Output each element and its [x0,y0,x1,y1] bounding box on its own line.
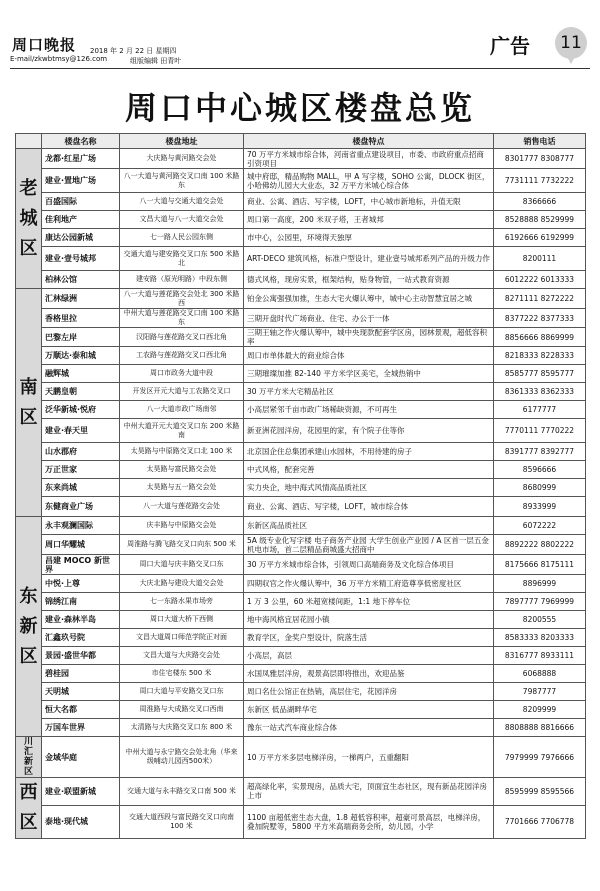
listing-features: 实力央企，地中海式风情高品质社区 [244,479,494,497]
listing-address: 周淮路与腾飞路交叉口向东 500 米 [120,535,244,555]
listing-features: 70 万平方米城市综合体，河南省重点建设项目，市委、市政府重点招商引资项目 [244,149,494,169]
listing-address: 太清路与大庆路交叉口东 800 米 [120,719,244,737]
listing-name: 万顺达·泰和城 [42,347,120,365]
table-row [16,401,586,419]
listing-address: 交通大道与永丰路交叉口南 500 米 [120,778,244,806]
listing-phone: 8596666 [494,461,586,479]
listing-address: 周口大道大桥下西侧 [120,611,244,629]
listing-features: 北京国企住总集团承建山水园林，不用待建的房子 [244,443,494,461]
listing-name: 锦绣江南 [42,593,120,611]
listing-phone: 7701666 7706778 [494,805,586,838]
table-row [16,719,586,737]
listing-phone: 8933999 [494,497,586,517]
listing-phone: 8316777 8933111 [494,647,586,665]
listing-phone: 6192666 6192999 [494,229,586,247]
listing-address: 七一路人民公园东侧 [120,229,244,247]
listing-phone: 8200555 [494,611,586,629]
listing-phone: 8808888 8816666 [494,719,586,737]
listing-name: 汇林绿洲 [42,289,120,309]
listing-features: 周口名仕公馆正在热销，高层住宅，花园洋房 [244,683,494,701]
region-label: 川 汇 新 区 [16,737,42,778]
listing-features: 周口市单体最大的商业综合体 [244,347,494,365]
listing-address: 八一大道与交通大道交会处 [120,193,244,211]
table-row [16,647,586,665]
region-label: 东 新 区 [16,517,42,737]
table-row [16,611,586,629]
listing-features: 30 万平方米大宅精品社区 [244,383,494,401]
listing-phone: 7731111 7732222 [494,169,586,193]
listing-address: 市住宅楼东 500 米 [120,665,244,683]
listing-name: 建业·春天里 [42,419,120,443]
listing-name: 建业·置地广场 [42,169,120,193]
listing-phone: 8585777 8595777 [494,365,586,383]
table-row [16,497,586,517]
listing-name: 万正世家 [42,461,120,479]
table-row [16,149,586,169]
listing-features: 中式风格，配套完善 [244,461,494,479]
listing-features: 新亚洲花园洋房，花园里的家，有个院子住等你 [244,419,494,443]
table-row [16,555,586,575]
table-row [16,535,586,555]
listing-features: 商业、公寓、酒店、写字楼，LOFT，城市综合体 [244,497,494,517]
listing-phone: 8175666 8175111 [494,555,586,575]
table-row [16,169,586,193]
listing-address: 八一大道与黄河路交叉口南 100 米路东 [120,169,244,193]
listing-phone: 8377222 8377333 [494,309,586,328]
table-header-row [16,134,586,149]
listing-features: 三期开盘时代广场商业、住宅、办公于一体 [244,309,494,328]
listing-address: 中州大道与莲花路交叉口南 100 米路东 [120,309,244,328]
listing-name: 景园·盛世华都 [42,647,120,665]
listing-name: 中悦·上尊 [42,575,120,593]
newspaper-logo: 周口晚报 [12,36,77,54]
table-row [16,211,586,229]
table-row [16,383,586,401]
listing-table [15,133,586,839]
header-address: 楼盘地址 [120,134,244,149]
listing-address: 文昌大道与大庆路交会处 [120,647,244,665]
table-row [16,443,586,461]
listing-features: 1 万 3 公里，60 米超宽楼间距，1:1 地下停车位 [244,593,494,611]
listing-phone: 8896999 [494,575,586,593]
listing-features: 超高绿化率，实景现房，品质大宅，顶面宜生态社区，现有新品花园洋房上市 [244,778,494,806]
listing-features: 5A 级专业化写字楼 电子商务产业园 大学生创业产业园 / A 区首一层五金机电市场，首二层精品商城盛大招商中 [244,535,494,555]
listing-features: 城中府邸，精品购物 MALL，甲 A 写字楼，SOHO 公寓，DLOCK 街区，小哈佛幼儿园大大业态，32 万平方米城心综合体 [244,169,494,193]
header-phone: 销售电话 [494,134,586,149]
editor-credit: 组版编辑 田青叶 [130,57,182,65]
listing-address: 太昊路与中原路交叉口北 100 米 [120,443,244,461]
listing-features: 三期璀璨加推 82-140 平方米学区美宅，全城热销中 [244,365,494,383]
listing-features: 四期収官之作火爆认筹中，36 万平方米精工府造尊享低密度社区 [244,575,494,593]
table-row [16,193,586,211]
listing-name: 香格里拉 [42,309,120,328]
listing-phone: 8856666 8869999 [494,328,586,347]
listing-name: 碧桂园 [42,665,120,683]
listing-name: 百盛国际 [42,193,120,211]
issue-date: 2018 年 2 月 22 日 星期四 [90,47,177,55]
listing-phone: 6072222 [494,517,586,535]
listing-address: 七一东路水果市场旁 [120,593,244,611]
listing-phone: 7897777 7969999 [494,593,586,611]
table-row [16,247,586,271]
listing-name: 巴黎左岸 [42,328,120,347]
listing-phone: 8271111 8272222 [494,289,586,309]
listing-name: 泰地·现代城 [42,805,120,838]
listing-phone: 8218333 8228333 [494,347,586,365]
listing-features: 市中心，公园里，环境得天独厚 [244,229,494,247]
listing-features: 德式风格，现房实景，框架结构，贴身物管，一站式教育资源 [244,271,494,289]
listing-phone: 7979999 7976666 [494,737,586,778]
listing-phone: 7770111 7770222 [494,419,586,443]
listing-features: 30 万平方米城市综合体，引领周口高端商务及文化综合体项目 [244,555,494,575]
listing-name: 龙都·红星广场 [42,149,120,169]
listing-phone: 8200111 [494,247,586,271]
listing-phone: 8209999 [494,701,586,719]
listing-features: 地中海风格宜居花园小镇 [244,611,494,629]
listing-address: 交通大道西段与富民路交叉口向南 100 米 [120,805,244,838]
listing-phone: 8892222 8802222 [494,535,586,555]
listing-address: 周口市政务大道中段 [120,365,244,383]
table-row [16,347,586,365]
table-row [16,805,586,838]
listing-phone: 7987777 [494,683,586,701]
listing-features: 商业、公寓、酒店、写字楼，LOFT，中心城市新地标，升值无限 [244,193,494,211]
region-label: 老 城 区 [16,149,42,289]
listing-address: 八一大道与莲花路交会处北 300 米路西 [120,289,244,309]
table-row [16,365,586,383]
header-region [16,134,42,149]
listing-features: 小高层紧邻千亩市政广场稀缺资源，不可再生 [244,401,494,419]
listing-address: 中州大道与永宁路交会处北角（华来级哺动儿园西500米） [120,737,244,778]
listing-address: 建安路（原光明路）中段东侧 [120,271,244,289]
listing-phone: 8595999 8595566 [494,778,586,806]
listing-phone: 8366666 [494,193,586,211]
listing-name: 恒大名都 [42,701,120,719]
listing-phone: 8301777 8308777 [494,149,586,169]
listing-name: 东来尚城 [42,479,120,497]
listing-features: 东新区 低品湖畔华宅 [244,701,494,719]
listing-address: 文昌大道周口师范学院正对面 [120,629,244,647]
header-name: 楼盘名称 [42,134,120,149]
listing-features: ART-DECO 建筑风格，标准户型设计，建业壹号城邦系列产品的升级力作 [244,247,494,271]
listing-address: 周口大道与庆丰路交叉口东 [120,555,244,575]
contact-email: E-mail/zkwbtmsy@126.com [10,55,108,63]
listing-phone: 8680999 [494,479,586,497]
table-row [16,229,586,247]
listing-name: 建业·森林半岛 [42,611,120,629]
table-row [16,683,586,701]
table-row [16,328,586,347]
table-row [16,778,586,806]
listing-address: 交通大道与建安路交叉口东 500 米路北 [120,247,244,271]
listing-address: 太昊路与五一路交会处 [120,479,244,497]
listing-address: 大庆路与黄河路交会处 [120,149,244,169]
table-row [16,479,586,497]
table-row [16,517,586,535]
listing-address: 八一大道与莲花路交会处 [120,497,244,517]
listing-address: 庆丰路与中原路交会处 [120,517,244,535]
listing-features: 三期王轴之作火爆认筹中，城中央现款配套学区房，园林景观，超低容积率 [244,328,494,347]
listing-name: 周口华耀城 [42,535,120,555]
listing-name: 建业·壹号城邦 [42,247,120,271]
listing-address: 大庆北路与建设大道交会处 [120,575,244,593]
table-row [16,461,586,479]
table-row [16,575,586,593]
header-rule [10,68,590,69]
listing-phone: 8391777 8392777 [494,443,586,461]
listing-address: 周口大道与平安路交叉口东 [120,683,244,701]
listing-features: 周口第一高度，200 米双子塔，王者城邦 [244,211,494,229]
listing-name: 永丰观澜国际 [42,517,120,535]
table-row [16,665,586,683]
listing-name: 天明城 [42,683,120,701]
listing-phone: 6177777 [494,401,586,419]
listing-name: 康达公园新城 [42,229,120,247]
page-title: 周口中心城区楼盘总览 [124,89,475,127]
listing-address: 周淮路与大成路交叉口西南 [120,701,244,719]
listing-address: 文昌大道与八一大道交会处 [120,211,244,229]
region-label: 南 区 [16,289,42,517]
listing-name: 天鹏皇朝 [42,383,120,401]
listing-phone: 8528888 8529999 [494,211,586,229]
listing-features: 东新区高品质社区 [244,517,494,535]
listing-address: 八一大道市政广场南邻 [120,401,244,419]
listing-name: 东健商业广场 [42,497,120,517]
listing-features: 豫东一站式汽车商业综合体 [244,719,494,737]
listing-name: 柏林公馆 [42,271,120,289]
listing-name: 万国车世界 [42,719,120,737]
page-number-badge: 11 [555,27,587,59]
listing-address: 开发区开元大道与工农路交叉口 [120,383,244,401]
listing-name: 汇鑫玖号院 [42,629,120,647]
listing-features: 教育学区，金奖户型设计，院落生活 [244,629,494,647]
masthead [10,24,590,64]
table-row [16,289,586,309]
table-row [16,309,586,328]
section-title: 广告 [490,34,530,58]
listing-address: 太昊路与富民路交会处 [120,461,244,479]
listing-features: 水国凤雅层洋房，观景高层即将推出，欢迎品鉴 [244,665,494,683]
listing-features: 10 万平方米多层电梯洋房，一梯两户，五重翻阳 [244,737,494,778]
listing-phone: 6068888 [494,665,586,683]
listing-phone: 8361333 8362333 [494,383,586,401]
listing-features: 1100 亩超低密生态大盘，1.8 超低容积率，超豪可景高层，电梯洋房，叠加院墅等，5800 平方米高端商务会所，幼儿园，小学 [244,805,494,838]
listing-features: 小高层，高层 [244,647,494,665]
listing-phone: 6012222 6013333 [494,271,586,289]
table-row [16,419,586,443]
region-label: 西 区 [16,778,42,839]
table-row [16,629,586,647]
listing-name: 建业·联盟新城 [42,778,120,806]
header-features: 楼盘特点 [244,134,494,149]
listing-name: 泛华新城·悦府 [42,401,120,419]
table-body [16,149,586,839]
listing-name: 佳利地产 [42,211,120,229]
listing-features: 铂金公寓强强加推，生态大宅火爆认筹中，城中心主动智慧宜居之城 [244,289,494,309]
listing-name: 金域华庭 [42,737,120,778]
listing-address: 汉阳路与莲花路交叉口西北角 [120,328,244,347]
listing-phone: 8583333 8203333 [494,629,586,647]
listing-address: 工农路与莲花路交叉口西北角 [120,347,244,365]
table-row [16,271,586,289]
listing-address: 中州大道开元大道交叉口东 200 米路南 [120,419,244,443]
listing-name: 昌建 MOCO 新世界 [42,555,120,575]
table-row [16,737,586,778]
table-row [16,593,586,611]
listing-name: 融辉城 [42,365,120,383]
table-row [16,701,586,719]
listing-name: 山水郡府 [42,443,120,461]
